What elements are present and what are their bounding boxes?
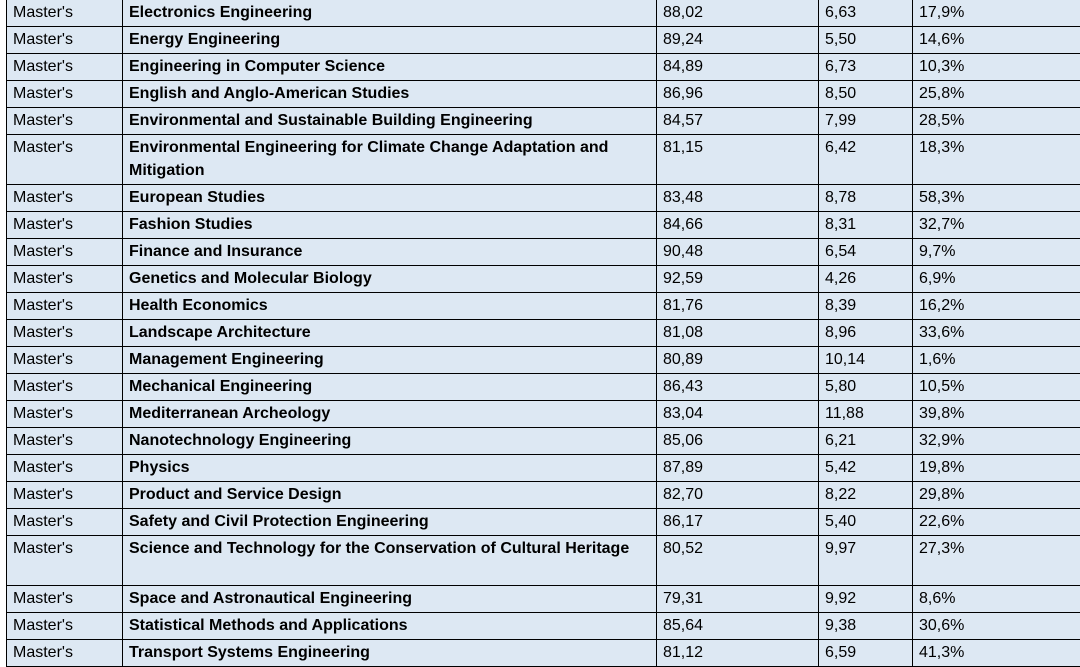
table-row — [7, 108, 1080, 135]
program-name-cell: Space and Astronautical Engineering — [123, 586, 657, 613]
score-cell: 84,66 — [657, 212, 819, 239]
program-name-cell: Environmental Engineering for Climate Change Adaptation and Mitigation — [123, 135, 657, 185]
table-row — [7, 212, 1080, 239]
score-cell: 85,64 — [657, 613, 819, 640]
spread-cell: 8,78 — [819, 185, 913, 212]
level-cell: Master's — [7, 212, 123, 239]
score-cell: 81,12 — [657, 640, 819, 667]
program-name-cell: Safety and Civil Protection Engineering — [123, 509, 657, 536]
program-name-cell: Statistical Methods and Applications — [123, 613, 657, 640]
program-name-cell: Energy Engineering — [123, 27, 657, 54]
table-row — [7, 455, 1080, 482]
program-name-cell: English and Anglo-American Studies — [123, 81, 657, 108]
spread-cell: 10,14 — [819, 347, 913, 374]
score-cell: 87,89 — [657, 455, 819, 482]
table-row — [7, 293, 1080, 320]
score-cell: 90,48 — [657, 239, 819, 266]
level-cell: Master's — [7, 374, 123, 401]
spread-cell: 6,73 — [819, 54, 913, 81]
percentage-cell: 39,8% — [913, 401, 1080, 428]
level-cell: Master's — [7, 509, 123, 536]
score-cell: 81,08 — [657, 320, 819, 347]
percentage-cell: 17,9% — [913, 0, 1080, 27]
percentage-cell: 30,6% — [913, 613, 1080, 640]
percentage-cell: 14,6% — [913, 27, 1080, 54]
spread-cell: 5,42 — [819, 455, 913, 482]
level-cell: Master's — [7, 536, 123, 586]
score-cell: 92,59 — [657, 266, 819, 293]
score-cell: 80,52 — [657, 536, 819, 586]
spread-cell: 11,88 — [819, 401, 913, 428]
percentage-cell: 10,5% — [913, 374, 1080, 401]
score-cell: 86,96 — [657, 81, 819, 108]
percentage-cell: 29,8% — [913, 482, 1080, 509]
spread-cell: 6,63 — [819, 0, 913, 27]
level-cell: Master's — [7, 108, 123, 135]
percentage-cell: 10,3% — [913, 54, 1080, 81]
program-name-cell: Science and Technology for the Conservation of Cultural Heritage — [123, 536, 657, 586]
spread-cell: 5,80 — [819, 374, 913, 401]
table-row — [7, 509, 1080, 536]
spread-cell: 8,96 — [819, 320, 913, 347]
table-row — [7, 347, 1080, 374]
percentage-cell: 1,6% — [913, 347, 1080, 374]
spread-cell: 9,97 — [819, 536, 913, 586]
spread-cell: 5,40 — [819, 509, 913, 536]
score-cell: 80,89 — [657, 347, 819, 374]
table-row — [7, 320, 1080, 347]
score-cell: 83,48 — [657, 185, 819, 212]
program-name-cell: Finance and Insurance — [123, 239, 657, 266]
score-cell: 81,15 — [657, 135, 819, 185]
table-row — [7, 81, 1080, 108]
table-row — [7, 185, 1080, 212]
table-row — [7, 239, 1080, 266]
table-row — [7, 482, 1080, 509]
spread-cell: 7,99 — [819, 108, 913, 135]
table-row — [7, 266, 1080, 293]
table-row — [7, 27, 1080, 54]
spread-cell: 6,54 — [819, 239, 913, 266]
level-cell: Master's — [7, 586, 123, 613]
score-cell: 85,06 — [657, 428, 819, 455]
level-cell: Master's — [7, 81, 123, 108]
level-cell: Master's — [7, 266, 123, 293]
level-cell: Master's — [7, 455, 123, 482]
program-name-cell: Physics — [123, 455, 657, 482]
level-cell: Master's — [7, 185, 123, 212]
score-cell: 84,57 — [657, 108, 819, 135]
score-cell: 88,02 — [657, 0, 819, 27]
program-statistics-table — [6, 0, 1080, 667]
spread-cell: 6,42 — [819, 135, 913, 185]
program-name-cell: Mediterranean Archeology — [123, 401, 657, 428]
percentage-cell: 9,7% — [913, 239, 1080, 266]
program-name-cell: Landscape Architecture — [123, 320, 657, 347]
table-row — [7, 613, 1080, 640]
percentage-cell: 41,3% — [913, 640, 1080, 667]
table-row — [7, 586, 1080, 613]
program-name-cell: Management Engineering — [123, 347, 657, 374]
table-row — [7, 640, 1080, 667]
program-name-cell: Health Economics — [123, 293, 657, 320]
level-cell: Master's — [7, 0, 123, 27]
program-name-cell: Nanotechnology Engineering — [123, 428, 657, 455]
spread-cell: 8,39 — [819, 293, 913, 320]
percentage-cell: 25,8% — [913, 81, 1080, 108]
table-row — [7, 401, 1080, 428]
program-name-cell: Electronics Engineering — [123, 0, 657, 27]
program-name-cell: Product and Service Design — [123, 482, 657, 509]
table-container — [6, 0, 1080, 667]
level-cell: Master's — [7, 482, 123, 509]
percentage-cell: 28,5% — [913, 108, 1080, 135]
percentage-cell: 18,3% — [913, 135, 1080, 185]
percentage-cell: 19,8% — [913, 455, 1080, 482]
program-name-cell: Genetics and Molecular Biology — [123, 266, 657, 293]
level-cell: Master's — [7, 54, 123, 81]
spread-cell: 5,50 — [819, 27, 913, 54]
percentage-cell: 32,9% — [913, 428, 1080, 455]
percentage-cell: 22,6% — [913, 509, 1080, 536]
percentage-cell: 16,2% — [913, 293, 1080, 320]
table-row — [7, 0, 1080, 27]
program-name-cell: Transport Systems Engineering — [123, 640, 657, 667]
level-cell: Master's — [7, 613, 123, 640]
score-cell: 84,89 — [657, 54, 819, 81]
table-row — [7, 428, 1080, 455]
spread-cell: 9,92 — [819, 586, 913, 613]
spread-cell: 4,26 — [819, 266, 913, 293]
score-cell: 86,43 — [657, 374, 819, 401]
spread-cell: 6,59 — [819, 640, 913, 667]
score-cell: 89,24 — [657, 27, 819, 54]
spread-cell: 9,38 — [819, 613, 913, 640]
program-name-cell: Fashion Studies — [123, 212, 657, 239]
program-name-cell: European Studies — [123, 185, 657, 212]
spread-cell: 8,22 — [819, 482, 913, 509]
table-row — [7, 536, 1080, 586]
program-name-cell: Environmental and Sustainable Building Engineering — [123, 108, 657, 135]
table-body — [7, 0, 1080, 667]
score-cell: 86,17 — [657, 509, 819, 536]
level-cell: Master's — [7, 640, 123, 667]
score-cell: 83,04 — [657, 401, 819, 428]
table-row — [7, 374, 1080, 401]
level-cell: Master's — [7, 293, 123, 320]
level-cell: Master's — [7, 239, 123, 266]
spread-cell: 6,21 — [819, 428, 913, 455]
table-row — [7, 54, 1080, 81]
percentage-cell: 33,6% — [913, 320, 1080, 347]
percentage-cell: 27,3% — [913, 536, 1080, 586]
level-cell: Master's — [7, 347, 123, 374]
score-cell: 82,70 — [657, 482, 819, 509]
score-cell: 81,76 — [657, 293, 819, 320]
program-name-cell: Engineering in Computer Science — [123, 54, 657, 81]
level-cell: Master's — [7, 428, 123, 455]
level-cell: Master's — [7, 401, 123, 428]
spread-cell: 8,50 — [819, 81, 913, 108]
percentage-cell: 6,9% — [913, 266, 1080, 293]
level-cell: Master's — [7, 320, 123, 347]
percentage-cell: 8,6% — [913, 586, 1080, 613]
score-cell: 79,31 — [657, 586, 819, 613]
percentage-cell: 32,7% — [913, 212, 1080, 239]
level-cell: Master's — [7, 27, 123, 54]
percentage-cell: 58,3% — [913, 185, 1080, 212]
program-name-cell: Mechanical Engineering — [123, 374, 657, 401]
spread-cell: 8,31 — [819, 212, 913, 239]
level-cell: Master's — [7, 135, 123, 185]
table-row — [7, 135, 1080, 185]
